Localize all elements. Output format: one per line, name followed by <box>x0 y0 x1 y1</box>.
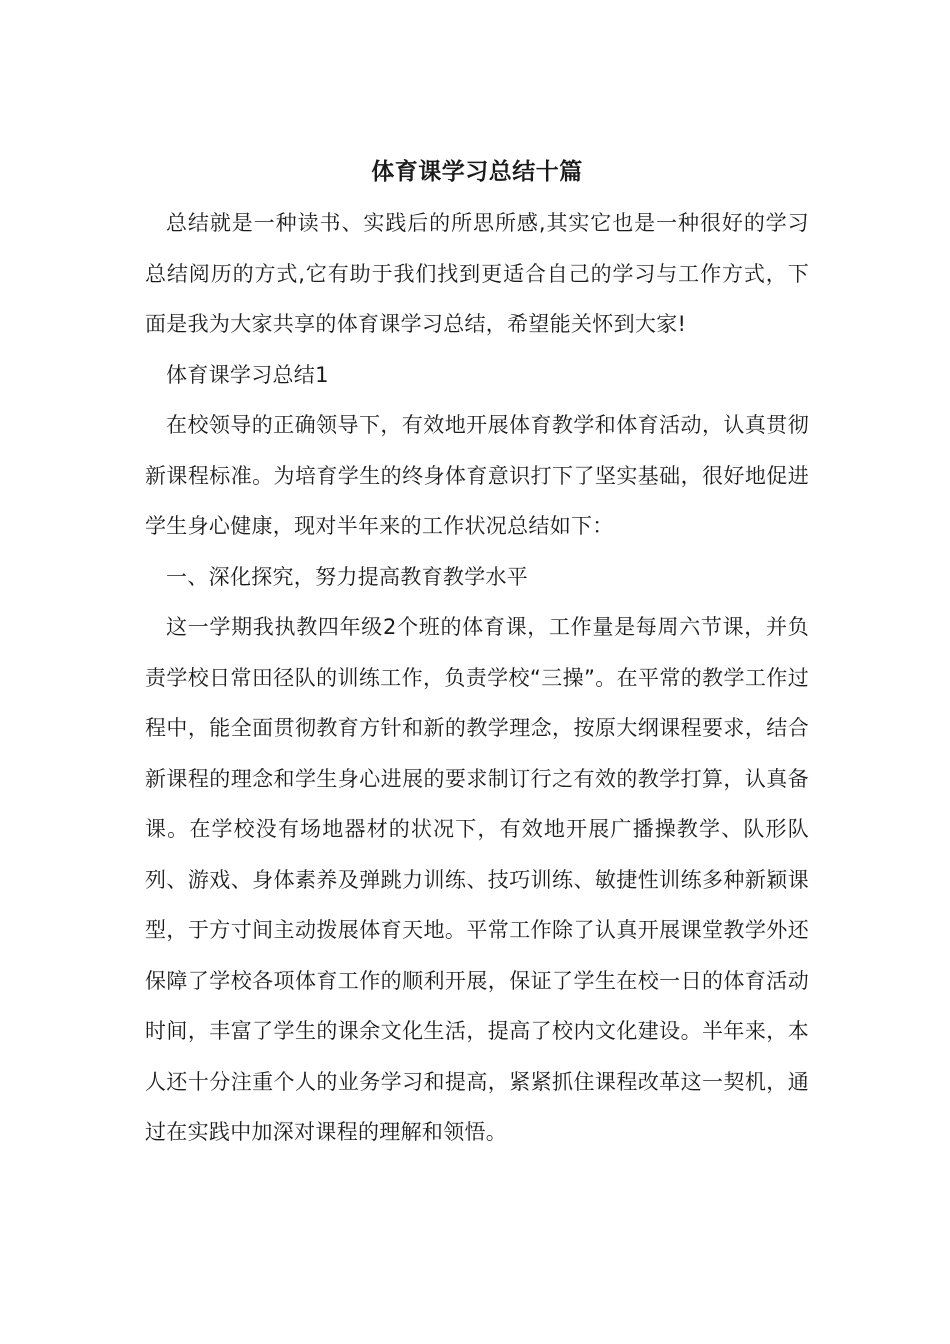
document-title: 体育课学习总结十篇 <box>371 159 583 185</box>
body-paragraph: 这一学期我执教四年级2个班的体育课，工作量是每周六节课，并负责学校日常田径队的训练工作，负责学校“三操”。在平常的教学工作过程中，能全面贯彻教育方针和新的教学理念，按原大纲课程要求，结合新课程的理念和学生身心进展的要求制订行之有效的教学打算，认真备课。在学校没有场地器材的状况下，有效地开展广播操教学、队形队列、游戏、身体素养及弹跳力训练、技巧训练、敏捷性训练多种新颖课型，于方寸间主动拨展体育天地。平常工作除了认真开展课堂教学外还保障了学校各项体育工作的顺利开展，保证了学生在校一日的体育活动时间，丰富了学生的课余文化生活，提高了校内文化建设。半年来，本人还十分注重个人的业务学习和提高，紧紧抓住课程改革这一契机，通过在实践中加深对课程的理解和领悟。 <box>145 615 809 1144</box>
section-heading-1: 体育课学习总结1 <box>166 362 329 387</box>
body-paragraph: 在校领导的正确领导下，有效地开展体育教学和体育活动，认真贯彻新课程标准。为培育学生的终身体育意识打下了坚实基础，很好地促进学生身心健康，现对半年来的工作状况总结如下： <box>145 413 809 538</box>
document-page <box>145 150 809 1158</box>
intro-paragraph: 总结就是一种读书、实践后的所思所感,其实它也是一种很好的学习总结阅历的方式,它有助于我们找到更适合自己的学习与工作方式，下面是我为大家共享的体育课学习总结，希望能关怀到大家! <box>145 211 809 336</box>
subheading-1: 一、深化探究，努力提高教育教学水平 <box>166 564 529 589</box>
